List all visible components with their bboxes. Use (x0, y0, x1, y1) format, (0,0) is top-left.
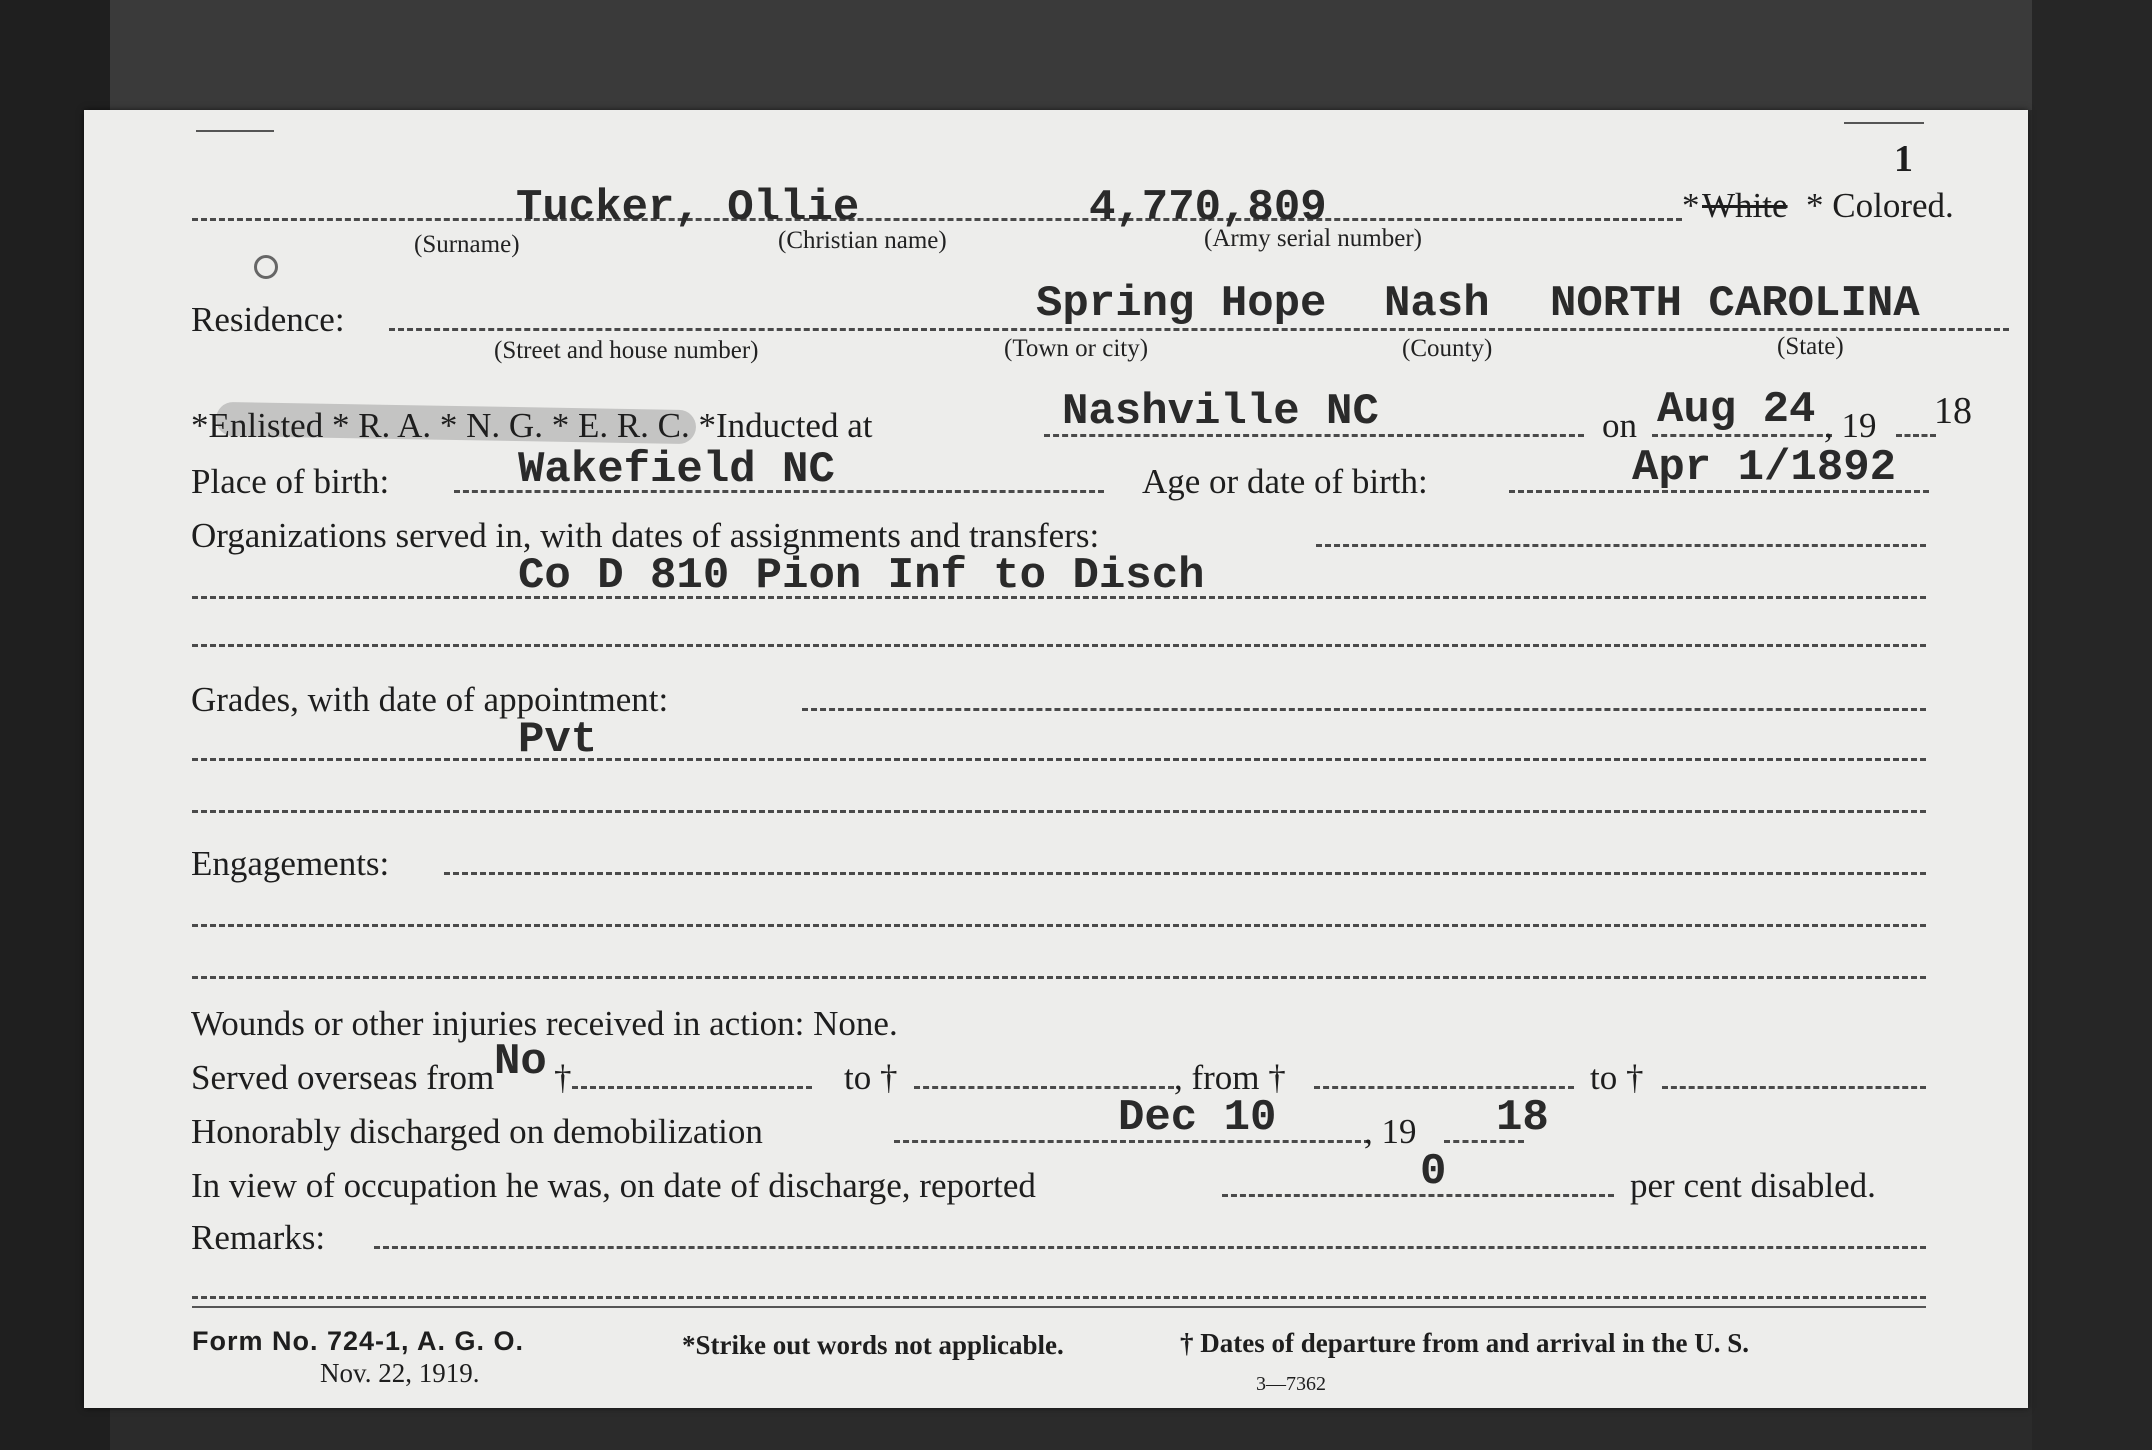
organizations-line-1 (1316, 544, 1926, 547)
form-date: Nov. 22, 1919. (320, 1358, 480, 1388)
caption-street: (Street and house number) (494, 337, 759, 364)
disability-value: 0 (1420, 1147, 1447, 1197)
induction-label: *Enlisted * R. A. * N. G. * E. R. C. *Inducted at (191, 406, 873, 445)
remarks-line-1 (374, 1246, 1926, 1249)
disability-suffix: per cent disabled. (1630, 1166, 1876, 1205)
residence-label: Residence: (191, 300, 345, 339)
header-line (192, 218, 1682, 221)
organizations-value: Co D 810 Pion Inf to Disch (518, 551, 1205, 601)
overseas-from-line (572, 1086, 812, 1089)
disability-line (1222, 1194, 1614, 1197)
remarks-line-3 (192, 1306, 1926, 1308)
engagements-line-3 (192, 976, 1926, 979)
strike-note: *Strike out words not applicable. (682, 1330, 1064, 1360)
organizations-label: Organizations served in, with dates of assignments and transfers: (191, 516, 1100, 555)
overseas-from2-line (1314, 1086, 1574, 1089)
race-white-struck: White (1702, 186, 1788, 225)
induction-year-line (1896, 434, 1936, 437)
grades-line-1 (802, 708, 1926, 711)
page-number: 1 (1894, 138, 1913, 180)
army-serial-number: 4,770,809 (1089, 183, 1327, 233)
engagements-label: Engagements: (191, 844, 390, 883)
disability-label: In view of occupation he was, on date of discharge, reported (191, 1166, 1036, 1205)
organizations-line-3 (192, 644, 1926, 647)
overseas-dagger: † (554, 1058, 572, 1097)
top-right-rule (1844, 122, 1924, 124)
discharge-year: 18 (1496, 1093, 1549, 1143)
remarks-label: Remarks: (191, 1218, 326, 1257)
overseas-to2-line (1662, 1086, 1926, 1089)
birth-date: Apr 1/1892 (1632, 443, 1897, 493)
grades-line-2 (192, 758, 1926, 761)
wounds-label: Wounds or other injuries received in action: None. (191, 1004, 898, 1043)
residence-state: NORTH CAROLINA (1550, 279, 1920, 329)
caption-state: (State) (1777, 333, 1844, 360)
caption-christian-name: (Christian name) (778, 227, 947, 254)
service-record-card (84, 110, 2028, 1408)
residence-town: Spring Hope (1036, 279, 1327, 329)
residence-county: Nash (1384, 279, 1490, 329)
top-left-rule (196, 130, 274, 132)
caption-surname: (Surname) (414, 231, 520, 258)
print-code: 3—7362 (1256, 1373, 1326, 1395)
overseas-to-line (914, 1086, 1174, 1089)
birth-place: Wakefield NC (518, 445, 835, 495)
caption-serial-number: (Army serial number) (1204, 225, 1422, 252)
discharge-label: Honorably discharged on demobilization (191, 1112, 763, 1151)
induction-on-label: on (1602, 406, 1637, 445)
overseas-to-2: to † (1590, 1058, 1644, 1097)
induction-year-prefix: , 19 (1824, 406, 1877, 445)
birth-place-label: Place of birth: (191, 462, 390, 501)
background-top (0, 0, 2152, 110)
overseas-from-2: , from † (1174, 1058, 1286, 1097)
discharge-date: Dec 10 (1118, 1093, 1277, 1143)
engagements-line-1 (444, 872, 1926, 875)
race-colored: * Colored. (1806, 186, 1954, 225)
induction-year: 18 (1934, 390, 1972, 432)
caption-county: (County) (1402, 335, 1493, 362)
induction-place: Nashville NC (1062, 387, 1379, 437)
engagements-line-2 (192, 924, 1926, 927)
background-right (2032, 0, 2152, 1450)
birth-date-label: Age or date of birth: (1142, 462, 1428, 501)
overseas-to-1: to † (844, 1058, 898, 1097)
discharge-year-prefix: , 19 (1364, 1112, 1417, 1151)
grades-label: Grades, with date of appointment: (191, 680, 669, 719)
caption-town: (Town or city) (1004, 335, 1149, 362)
remarks-line-2 (192, 1296, 1926, 1299)
form-number: Form No. 724-1, A. G. O. (192, 1326, 525, 1356)
dates-note: † Dates of departure from and arrival in the U. S. (1180, 1328, 1749, 1358)
overseas-value: No (494, 1037, 547, 1087)
overseas-label: Served overseas from (191, 1058, 495, 1097)
grades-line-3 (192, 810, 1926, 813)
ink-mark (254, 255, 278, 279)
race-star: * (1682, 186, 1700, 225)
induction-date: Aug 24 (1657, 385, 1816, 435)
surname-christian-name: Tucker, Ollie (516, 183, 860, 233)
grades-value: Pvt (518, 715, 598, 765)
